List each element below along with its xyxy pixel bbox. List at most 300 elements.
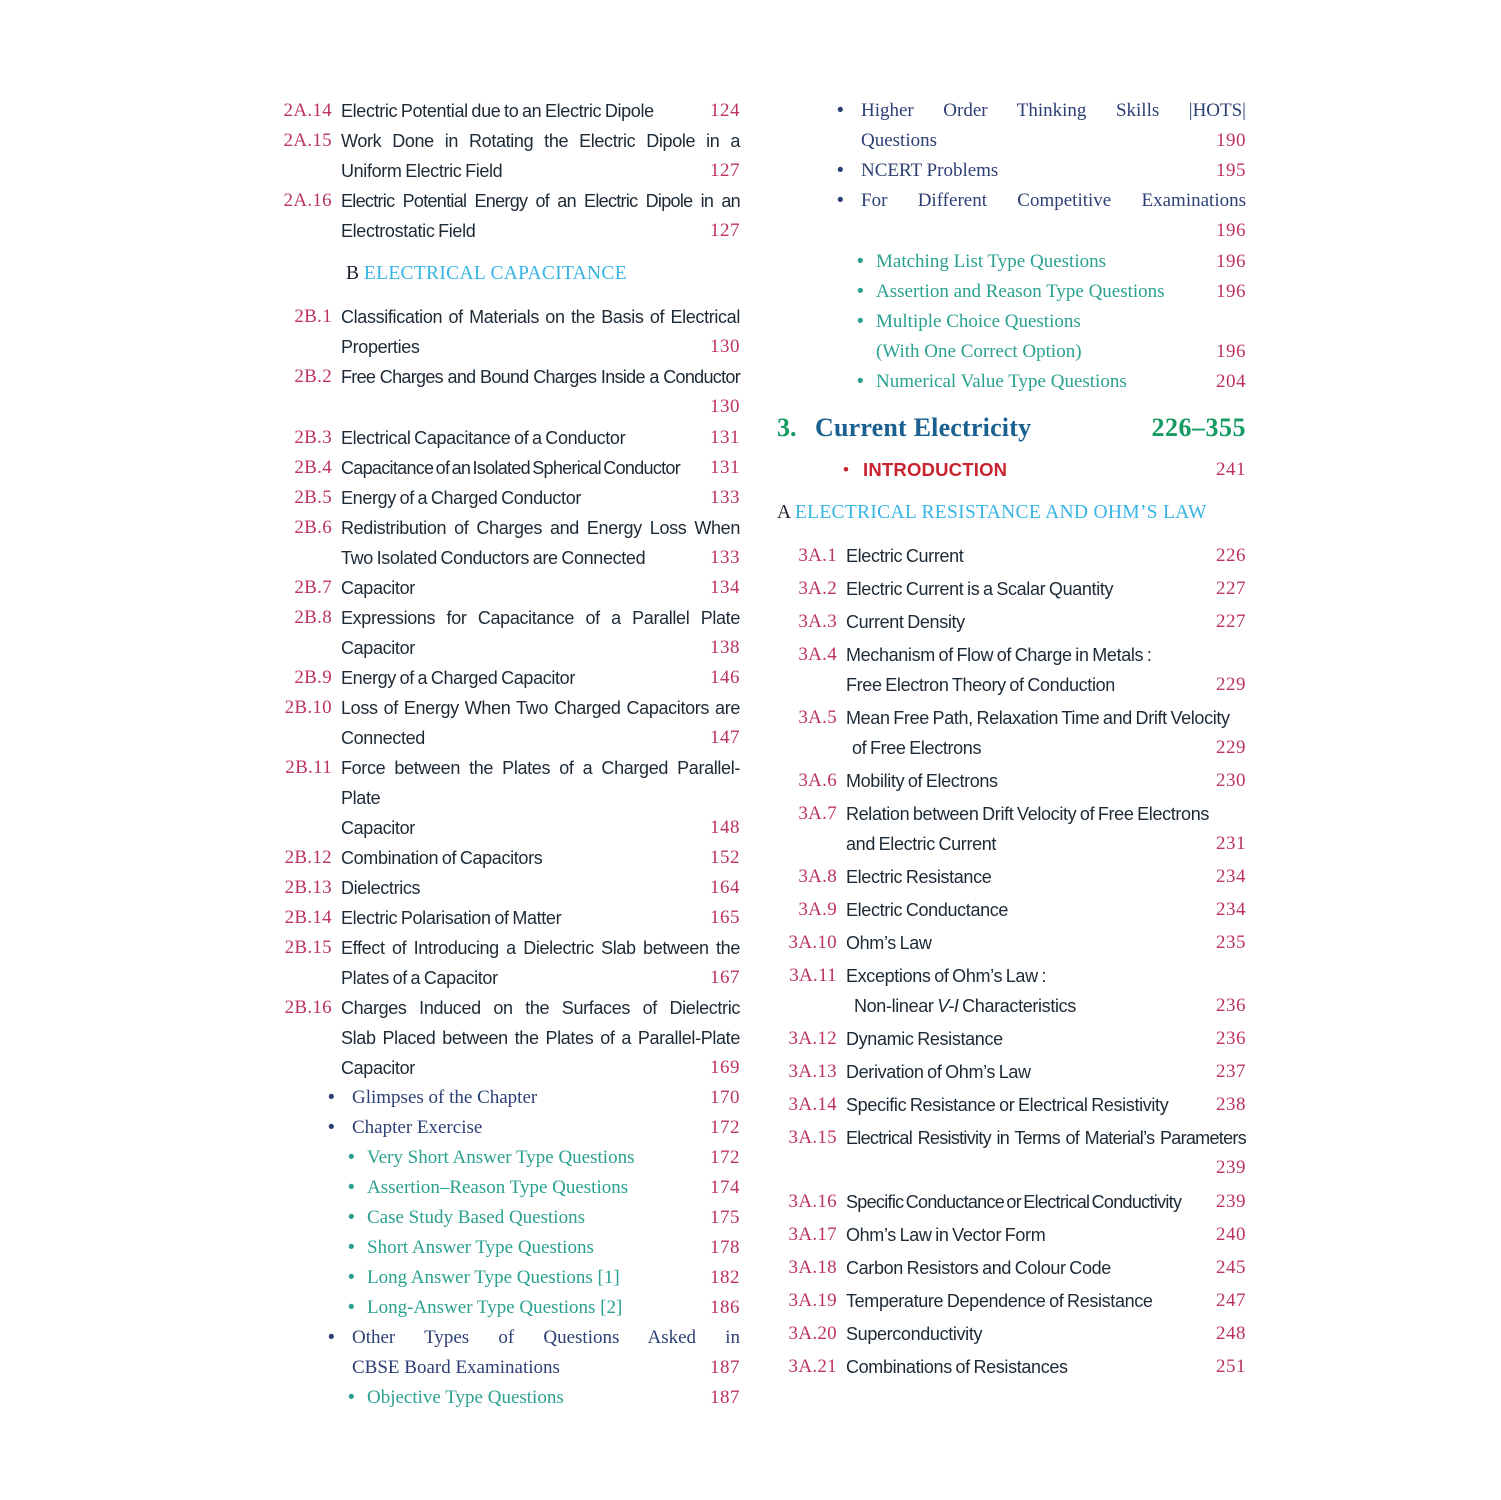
toc-entry [270,126,740,186]
entry-line [352,1353,740,1383]
entry-line [341,126,740,156]
page-number: 131 [710,427,740,448]
entry-line [846,541,1246,571]
page-number: 230 [1216,770,1246,791]
entry-line [876,337,1246,367]
section-number: 2B.8 [294,607,332,628]
page-number: 187 [710,1387,740,1408]
entry-line [846,1253,1246,1283]
section-number: 2B.10 [284,697,332,718]
section-number: 3A.4 [798,644,837,665]
entry-line [341,573,740,603]
page-number: 175 [710,1207,740,1228]
entry-text: Current Density [846,612,965,632]
bullet-icon: • [348,1237,355,1258]
bullet-icon: • [843,460,849,479]
page-number: 124 [710,100,740,121]
entry-line [341,933,740,963]
entry-text: Multiple Choice Questions [876,311,1081,332]
entry-text: Superconductivity [846,1324,983,1344]
section-number: 2B.9 [294,667,332,688]
entry-text: Electric Potential Energy of an Electric Dipole in an [341,191,740,211]
toc-entry [270,1293,740,1323]
entry-text: Long-Answer Type Questions [2] [367,1297,623,1318]
entry-text: Properties [341,337,420,357]
page-number: 130 [710,336,740,357]
entry-text: Free Charges and Bound Charges Inside a Conductor [341,367,740,387]
entry-line [846,961,1246,991]
entry-line [341,963,740,993]
entry-text: Combinations of Resistances [846,1357,1068,1377]
section-title: ELECTRICAL CAPACITANCE [363,263,627,284]
toc-entry [777,1352,1246,1382]
section-number: 3A.11 [789,965,837,986]
toc-entry [270,513,740,573]
entry-line [846,1024,1246,1054]
page-number: 234 [1216,899,1246,920]
entry-text: Free Electron Theory of Conduction [846,675,1115,695]
page-number: 245 [1216,1257,1246,1278]
entry-text: Loss of Energy When Two Charged Capacitors are [341,698,740,718]
section-header [270,259,740,289]
page-number: 133 [710,547,740,568]
page-number: 231 [1216,833,1246,854]
toc-entry [777,799,1246,859]
toc-entry [777,1319,1246,1349]
entry-text: Electric Potential due to an Electric Dipole [341,101,654,121]
bullet-icon: • [348,1177,355,1198]
entry-line [341,603,740,633]
toc-entry [270,302,740,362]
toc-entry [270,453,740,483]
entry-text: Mean Free Path, Relaxation Time and Drift Velocity [846,708,1230,728]
entry-text: NCERT Problems [861,160,999,181]
entry-line [846,1153,1246,1184]
entry-line [846,895,1246,925]
entry-line [846,1057,1246,1087]
toc-entry [777,156,1246,186]
entry-text: Relation between Drift Velocity of Free Electrons [846,804,1210,824]
page-number: 127 [710,220,740,241]
toc-entry [270,1383,740,1413]
toc-entry [777,277,1246,307]
entry-line [341,693,740,723]
entry-text: Capacitor [341,578,415,598]
chapter-title: Current Electricity [815,413,1032,442]
page-number: 204 [1216,371,1246,392]
entry-text: Electric Current is a Scalar Quantity [846,579,1114,599]
toc-entry [270,1113,740,1143]
entry-text: Objective Type Questions [367,1387,564,1408]
toc-entry [270,1233,740,1263]
entry-line [846,574,1246,604]
entry-text: Carbon Resistors and Colour Code [846,1258,1111,1278]
bullet-icon: • [857,311,864,332]
entry-text: Chapter Exercise [352,1117,483,1138]
entry-line [367,1203,740,1233]
bullet-icon: • [837,160,844,181]
entry-line [846,1090,1246,1120]
bullet-icon: • [328,1327,335,1348]
section-letter: A [777,502,791,523]
section-number: 2B.4 [294,457,332,478]
toc-entry [777,607,1246,637]
section-title: ELECTRICAL RESISTANCE AND OHM’S LAW [794,502,1207,523]
bullet-icon: • [348,1147,355,1168]
page-number: 238 [1216,1094,1246,1115]
entry-text: and Electric Current [846,834,997,854]
entry-text: Energy of a Charged Capacitor [341,668,575,688]
section-number: 3A.7 [798,803,837,824]
entry-line [341,993,740,1023]
page-number: 239 [1216,1191,1246,1212]
page-number: 134 [710,577,740,598]
page-number: 169 [710,1057,740,1078]
section-number: 3A.9 [798,899,837,920]
page-number: 172 [710,1147,740,1168]
toc-entry [270,993,740,1083]
entry-line [352,1323,740,1353]
entry-line [341,543,740,573]
entry-text: Short Answer Type Questions [367,1237,594,1258]
entry-line [367,1143,740,1173]
page-number: 247 [1216,1290,1246,1311]
page-number: 235 [1216,932,1246,953]
toc-entry [777,703,1246,763]
entry-line [861,156,1246,186]
page-number: 237 [1216,1061,1246,1082]
entry-line [846,766,1246,796]
section-number: 2B.12 [284,847,332,868]
entry-text: Electric Polarisation of Matter [341,908,562,928]
entry-text: Matching List Type Questions [876,251,1106,272]
entry-text: Characteristics [958,996,1076,1016]
toc-entry [777,1187,1246,1217]
section-number: 2B.1 [294,306,332,327]
page-number: 146 [710,667,740,688]
entry-text: Capacitance of an Isolated Spherical Conductor [341,458,681,478]
entry-line [876,247,1246,277]
entry-text: Assertion–Reason Type Questions [367,1177,629,1198]
section-number: 3A.10 [788,932,837,953]
entry-line [861,126,1246,156]
entry-line [846,703,1246,733]
page-number: 172 [710,1117,740,1138]
entry-line [846,1286,1246,1316]
section-number: 2A.15 [283,130,332,151]
entry-text: Plates of a Capacitor [341,968,498,988]
entry-line [341,1053,740,1083]
page-number: 148 [710,817,740,838]
entry-line [846,829,1246,859]
bullet-icon: • [857,371,864,392]
entry-text: Two Isolated Conductors are Connected [341,548,646,568]
page-number: 130 [710,396,740,417]
page-number: 127 [710,160,740,181]
entry-line [341,873,740,903]
page-number: 248 [1216,1323,1246,1344]
entry-line [341,423,740,453]
toc-entry [777,367,1246,397]
page-number: 196 [1216,220,1246,241]
page-number: 239 [1216,1157,1246,1178]
bullet-icon: • [348,1267,355,1288]
entry-line [341,843,740,873]
entry-text: Work Done in Rotating the Electric Dipole in a [341,131,740,151]
entry-text: Other Types of Questions Asked in [352,1327,740,1348]
entry-text: Exceptions of Ohm’s Law : [846,966,1047,986]
toc-entry [270,753,740,843]
entry-text: Very Short Answer Type Questions [367,1147,635,1168]
section-number: 3A.6 [798,770,837,791]
entry-text: For Different Competitive Examinations [861,190,1246,211]
entry-text: Capacitor [341,818,415,838]
entry-text: Capacitor [341,1058,415,1078]
entry-text: Slab Placed between the Plates of a Parallel-Plate [341,1028,740,1048]
entry-line [341,96,740,126]
page-number: 195 [1216,160,1246,181]
page-number: 196 [1216,341,1246,362]
page-number: 229 [1216,737,1246,758]
entry-text: Expressions for Capacitance of a Parallel Plate [341,608,740,628]
entry-text: Effect of Introducing a Dielectric Slab between the [341,938,740,958]
toc-entry [270,843,740,873]
toc-entry [777,186,1246,247]
introduction-label: INTRODUCTION [863,459,1008,480]
toc-entry [777,766,1246,796]
entry-line [846,640,1246,670]
page-number: 133 [710,487,740,508]
section-number: 3A.19 [788,1290,837,1311]
section-number: 3A.15 [788,1127,837,1148]
page-number: 190 [1216,130,1246,151]
toc-entry [777,862,1246,892]
entry-line [341,156,740,186]
entry-text: Ohm’s Law in Vector Form [846,1225,1046,1245]
toc-entry [270,573,740,603]
bullet-icon: • [837,190,844,211]
entry-text: Electrical Resistivity in Terms of Material’s Parameters [846,1128,1246,1148]
page-number: 227 [1216,578,1246,599]
entry-text: Derivation of Ohm’s Law [846,1062,1031,1082]
entry-line [352,1083,740,1113]
entry-text: Mechanism of Flow of Charge in Metals : [846,645,1152,665]
entry-text: Electrostatic Field [341,221,476,241]
entry-line [341,332,740,362]
entry-text: Energy of a Charged Conductor [341,488,582,508]
toc-entry [777,1090,1246,1120]
section-number: 3A.2 [798,578,837,599]
section-number: 2B.6 [294,517,332,538]
section-number: 2B.2 [294,366,332,387]
toc-entry [270,873,740,903]
entry-line [861,96,1246,126]
entry-line [341,813,740,843]
entry-line [341,903,740,933]
entry-line [367,1293,740,1323]
toc-entry [270,186,740,246]
entry-line [341,633,740,663]
entry-text: Questions [861,130,937,151]
entry-text: Ohm’s Law [846,933,932,953]
section-number: 2A.16 [283,190,332,211]
section-number: 3A.5 [798,707,837,728]
entry-line [341,392,740,423]
page-number: 187 [710,1357,740,1378]
toc-entry [777,928,1246,958]
entry-text: Dynamic Resistance [846,1029,1003,1049]
introduction-entry [777,455,1246,485]
column-left [270,96,740,1413]
toc-entry [777,96,1246,156]
entry-line [341,483,740,513]
page-number: 196 [1216,251,1246,272]
toc-entry [270,603,740,663]
entry-text: Temperature Dependence of Resistance [846,1291,1153,1311]
entry-line [846,1352,1246,1382]
section-number: 2B.14 [284,907,332,928]
page-number: 164 [710,877,740,898]
page-number: 234 [1216,866,1246,887]
bullet-icon: • [348,1297,355,1318]
entry-line [367,1173,740,1203]
entry-text: Electric Conductance [846,900,1009,920]
section-number: 3A.14 [788,1094,837,1115]
toc-entry [270,1263,740,1293]
entry-text: Electrical Capacitance of a Conductor [341,428,626,448]
entry-line [846,733,1246,763]
entry-line [341,216,740,246]
section-number: 3A.3 [798,611,837,632]
toc-entry [777,1024,1246,1054]
entry-line [846,1319,1246,1349]
toc-entry [777,640,1246,700]
section-number: 2B.7 [294,577,332,598]
toc-entry [777,1286,1246,1316]
entry-line [876,307,1246,337]
entry-line [367,1233,740,1263]
entry-text: Redistribution of Charges and Energy Loss When [341,518,740,538]
page-number: 174 [710,1177,740,1198]
entry-line [341,513,740,543]
entry-line [846,799,1246,829]
toc-entry [270,1083,740,1113]
entry-line [846,1187,1246,1217]
entry-text: Case Study Based Questions [367,1207,585,1228]
entry-line [341,453,740,483]
chapter-number: 3. [777,413,797,442]
toc-entry [777,1220,1246,1250]
entry-line [341,663,740,693]
toc-entry [270,903,740,933]
toc-entry [777,541,1246,571]
entry-text: Electric Current [846,546,964,566]
page-number: 236 [1216,995,1246,1016]
section-number: 3A.17 [788,1224,837,1245]
toc-entry [777,1123,1246,1184]
toc-entry [777,247,1246,277]
toc-entry [270,1203,740,1233]
entry-line [846,991,1246,1021]
entry-line [876,367,1246,397]
toc-entry [270,362,740,423]
entry-text: Capacitor [341,638,415,658]
entry-text: Combination of Capacitors [341,848,543,868]
toc-entry [777,307,1246,367]
entry-line [861,186,1246,216]
entry-text: Glimpses of the Chapter [352,1087,538,1108]
toc-entry [270,693,740,753]
page-number: 152 [710,847,740,868]
page-number: 251 [1216,1356,1246,1377]
entry-line [876,277,1246,307]
entry-line [861,216,1246,247]
section-number: 2B.15 [284,937,332,958]
toc-entry [270,933,740,993]
entry-text: Specific Conductance or Electrical Conductivity [846,1192,1182,1212]
toc-entry [777,1253,1246,1283]
page-number: 241 [1216,459,1246,480]
entry-line [341,362,740,392]
entry-text: Force between the Plates of a Charged Parallel-Plate [341,758,740,808]
entry-text: V-I [937,996,959,1016]
entry-line [341,302,740,332]
toc-entry [270,483,740,513]
page-number: 227 [1216,611,1246,632]
bullet-icon: • [328,1117,335,1138]
bullet-icon: • [328,1087,335,1108]
entry-line [846,607,1246,637]
page-number: 165 [710,907,740,928]
section-number: 2A.14 [283,100,332,121]
entry-text: Higher Order Thinking Skills |HOTS| [861,100,1246,121]
page-number: 167 [710,967,740,988]
entry-line [846,670,1246,700]
bullet-icon: • [857,281,864,302]
section-number: 3A.1 [798,545,837,566]
entry-text: CBSE Board Examinations [352,1357,560,1378]
section-number: 3A.18 [788,1257,837,1278]
entry-line [846,862,1246,892]
entry-line [341,186,740,216]
page-number: 196 [1216,281,1246,302]
bullet-icon: • [348,1387,355,1408]
entry-line [352,1113,740,1143]
section-number: 3A.13 [788,1061,837,1082]
entry-text: Specific Resistance or Electrical Resistivity [846,1095,1169,1115]
bullet-icon: • [837,100,844,121]
section-number: 3A.20 [788,1323,837,1344]
section-number: 2B.16 [284,997,332,1018]
section-number: 2B.13 [284,877,332,898]
entry-text: Mobility of Electrons [846,771,998,791]
entry-text: of Free Electrons [852,738,982,758]
page-number: 229 [1216,674,1246,695]
entry-line [846,1220,1246,1250]
toc-entry [270,423,740,453]
section-number: 2B.11 [285,757,332,778]
toc-entry [270,1323,740,1383]
toc-entry [270,1143,740,1173]
entry-line [367,1383,740,1413]
page-number: 147 [710,727,740,748]
page-number: 178 [710,1237,740,1258]
section-number: 3A.21 [788,1356,837,1377]
bullet-icon: • [857,251,864,272]
toc-entry [777,574,1246,604]
section-number: 2B.3 [294,427,332,448]
toc-entry [777,1057,1246,1087]
